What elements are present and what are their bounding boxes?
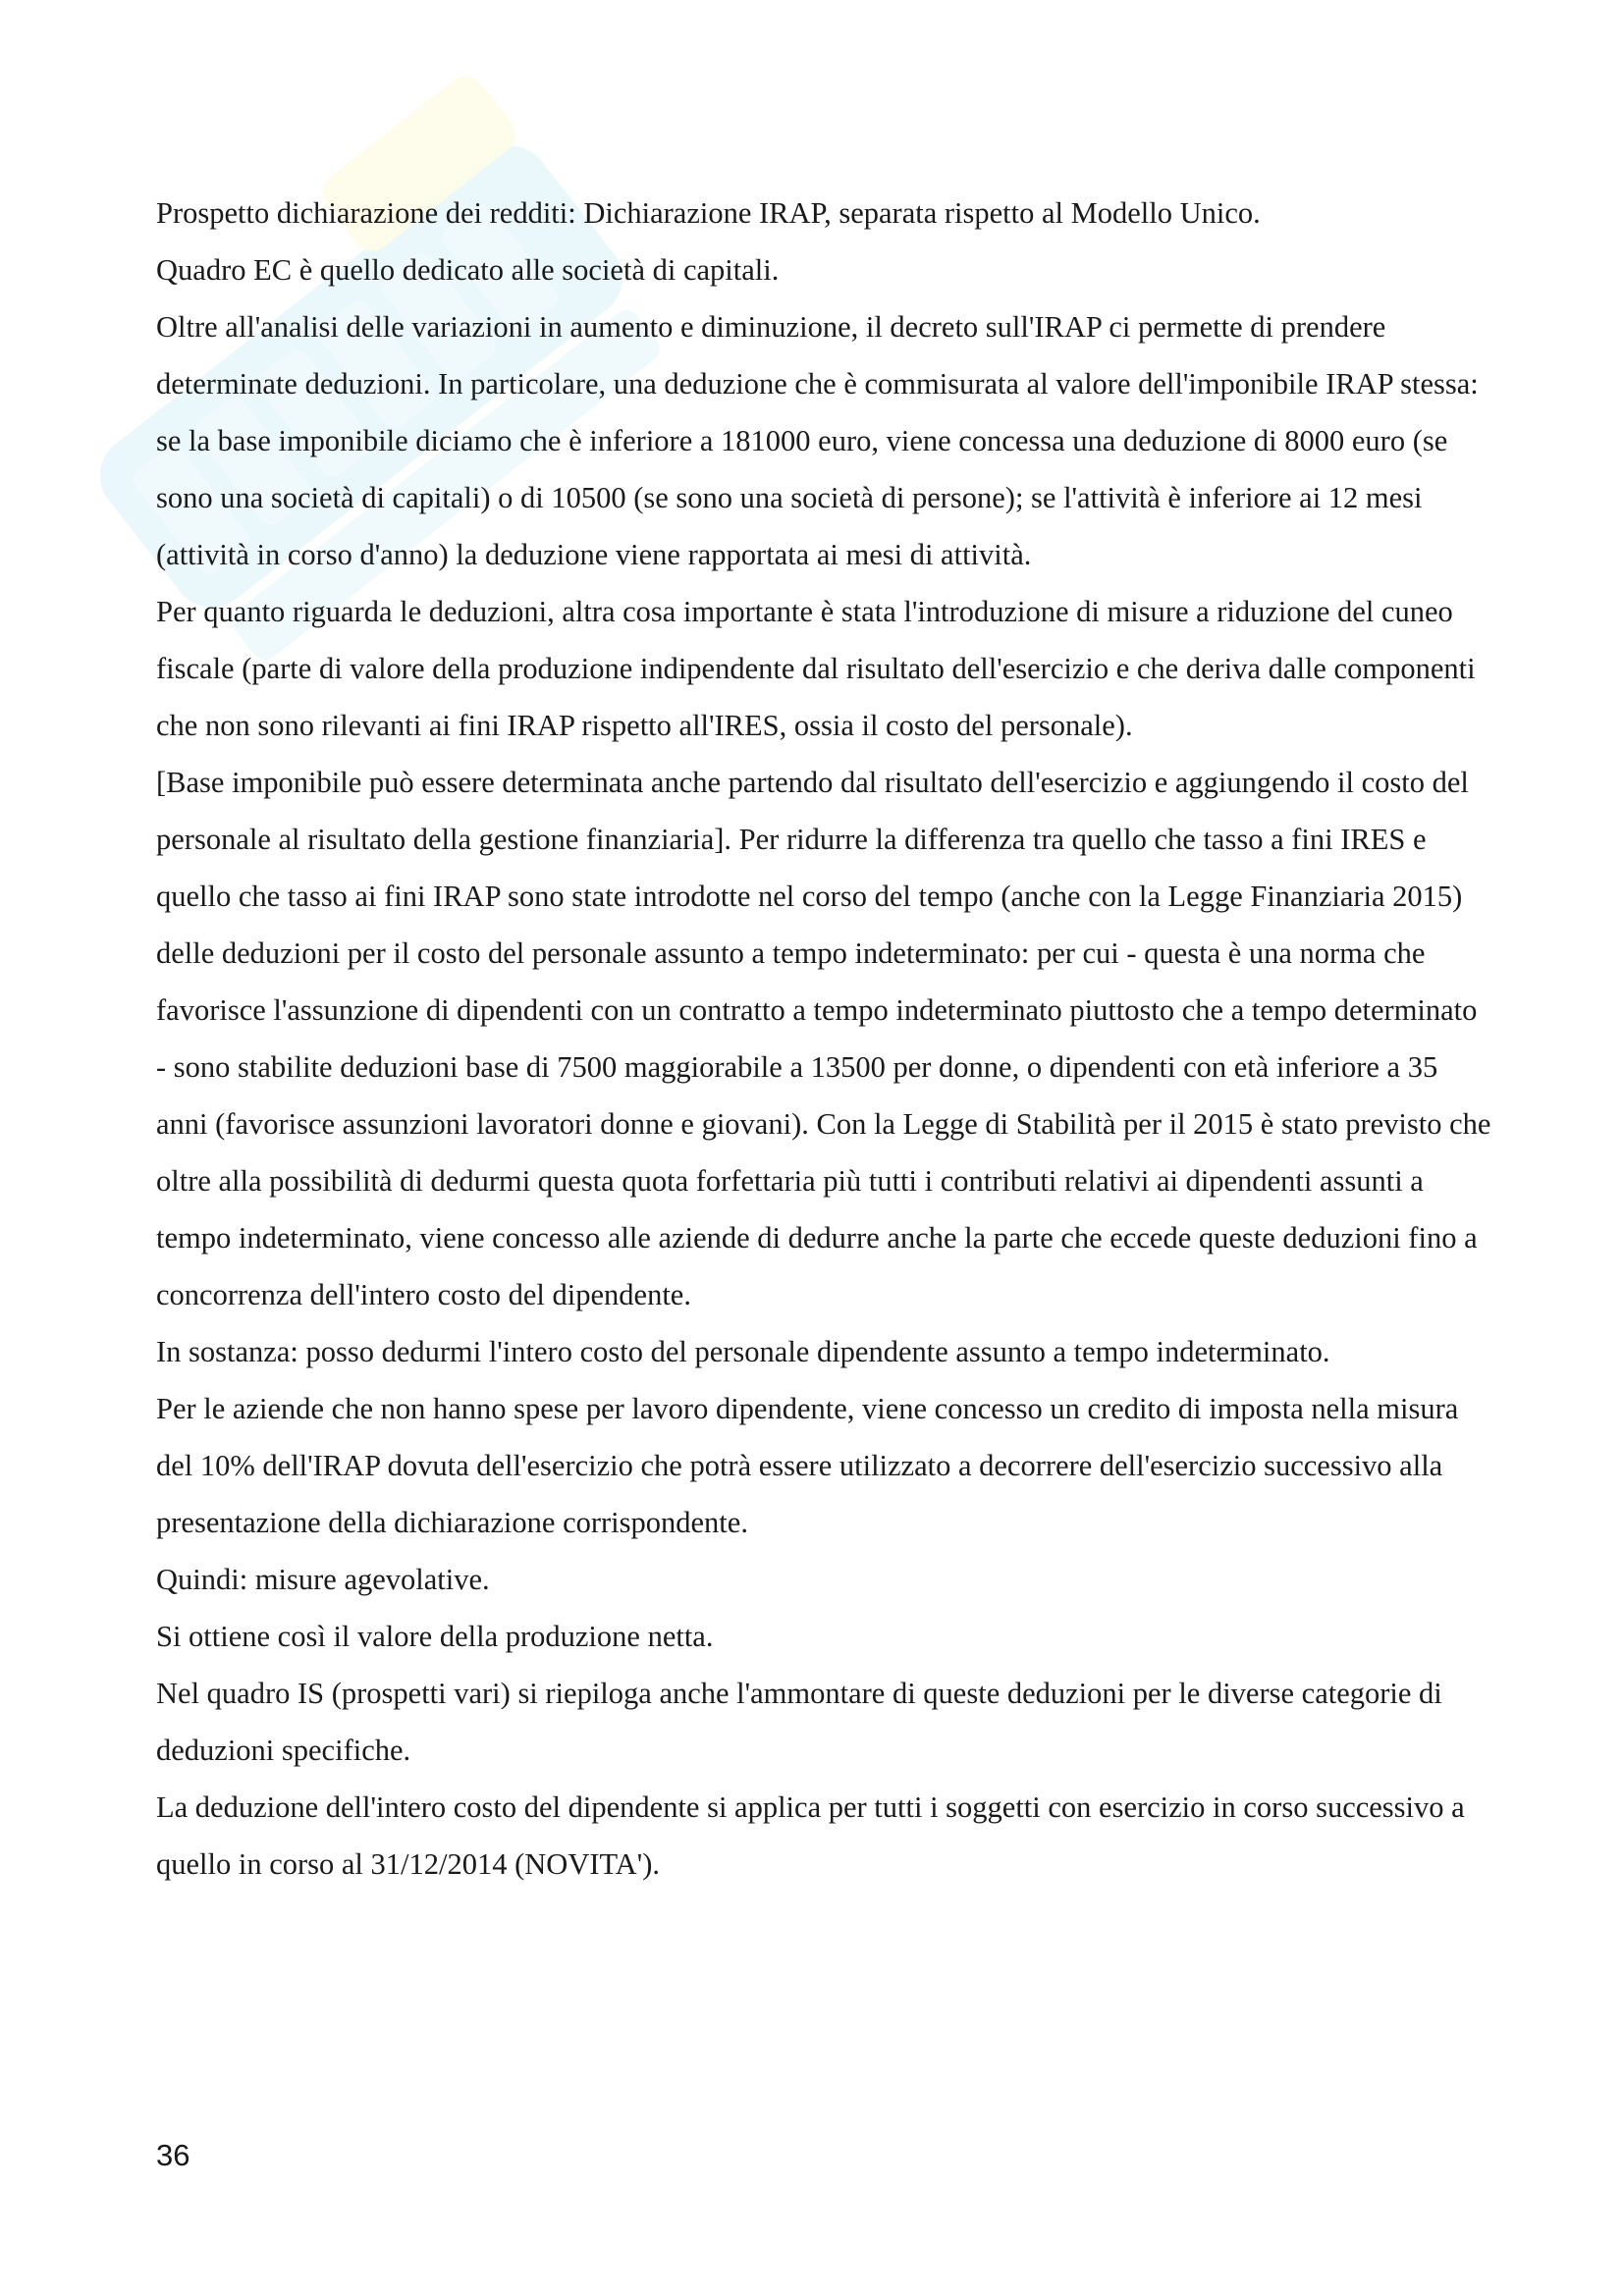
paragraph: In sostanza: posso dedurmi l'intero costo del personale dipendente assunto a tempo indeterminato.	[156, 1335, 1330, 1368]
paragraph: Per quanto riguarda le deduzioni, altra cosa importante è stata l'introduzione di misure a riduzione del cuneo fiscale (parte di valore della produzione indipendente dal risultato dell'esercizio e che deriva dalle componenti che non sono rilevanti ai fini IRAP rispetto all'IRES, ossia il costo del personale).	[156, 595, 1476, 742]
paragraph: Oltre all'analisi delle variazioni in aumento e diminuzione, il decreto sull'IRAP ci permette di prendere determinate deduzioni. In particolare, una deduzione che è commisurata al valore dell'imponibile IRAP stessa: se la base imponibile diciamo che è inferiore a 181000 euro, viene concessa una deduzione di 8000 euro (se sono una società di capitali) o di 10500 (se sono una società di persone); se l'attività è inferiore ai 12 mesi (attività in corso d'anno) la deduzione viene rapportata ai mesi di attività.	[156, 310, 1479, 571]
document-body	[156, 185, 1491, 1893]
paragraph: La deduzione dell'intero costo del dipendente si applica per tutti i soggetti con esercizio in corso successivo a quello in corso al 31/12/2014 (NOVITA').	[156, 1790, 1465, 1881]
page-number: 36	[156, 2138, 190, 2172]
paragraph: Prospetto dichiarazione dei redditi: Dichiarazione IRAP, separata rispetto al Modello Unico.	[156, 196, 1261, 230]
paragraph: Nel quadro IS (prospetti vari) si riepiloga anche l'ammontare di queste deduzioni per le diverse categorie di deduzioni specifiche.	[156, 1677, 1442, 1767]
paragraph: Per le aziende che non hanno spese per lavoro dipendente, viene concesso un credito di imposta nella misura del 10% dell'IRAP dovuta dell'esercizio che potrà essere utilizzato a decorrere dell'esercizio successivo alla presentazione della dichiarazione corrispondente.	[156, 1392, 1459, 1539]
paragraph: Quadro EC è quello dedicato alle società di capitali.	[156, 253, 780, 287]
paragraph: Si ottiene così il valore della produzione netta.	[156, 1620, 714, 1653]
paragraph: Quindi: misure agevolative.	[156, 1563, 490, 1596]
paragraph: [Base imponibile può essere determinata anche partendo dal risultato dell'esercizio e aggiungendo il costo del personale al risultato della gestione finanziaria]. Per ridurre la differenza tra quello che tasso a fini IRES e quello che tasso ai fini IRAP sono state introdotte nel corso del tempo (anche con la Legge Finanziaria 2015) delle deduzioni per il costo del personale assunto a tempo indeterminato: per cui - questa è una norma che favorisce l'assunzione di dipendenti con un contratto a tempo indeterminato piuttosto che a tempo determinato - sono stabilite deduzioni base di 7500 maggiorabile a 13500 per donne, o dipendenti con età inferiore a 35 anni (favorisce assunzioni lavoratori donne e giovani). Con la Legge di Stabilità per il 2015 è stato previsto che oltre alla possibilità di dedurmi questa quota forfettaria più tutti i contributi relativi ai dipendenti assunti a tempo indeterminato, viene concesso alle aziende di dedurre anche la parte che eccede queste deduzioni fino a concorrenza dell'intero costo del dipendente.	[156, 766, 1491, 1311]
